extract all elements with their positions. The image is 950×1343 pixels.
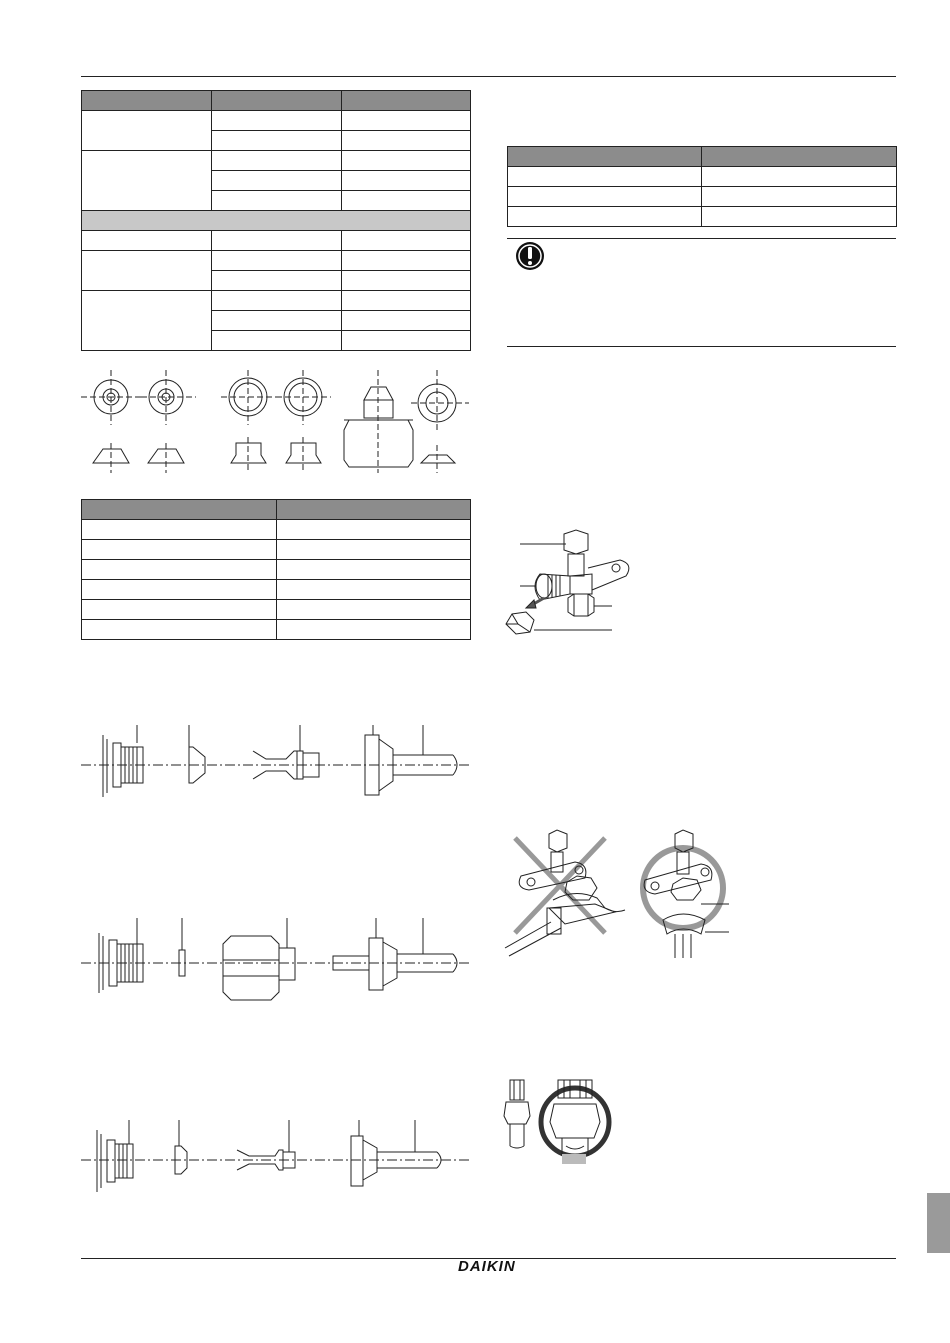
exclamation-icon bbox=[515, 241, 545, 271]
pipe-assembly-diagram-1 bbox=[81, 725, 481, 805]
table-row bbox=[82, 520, 471, 540]
pipe-assembly-diagram-3 bbox=[81, 1120, 481, 1200]
header-rule bbox=[81, 76, 896, 77]
pipe-assembly-diagram-2 bbox=[81, 918, 481, 998]
notice-bottom-rule bbox=[507, 346, 896, 347]
table-row bbox=[82, 560, 471, 580]
table-row bbox=[508, 187, 897, 207]
left-table-2 bbox=[81, 499, 471, 640]
table-row bbox=[82, 111, 471, 131]
table-band-row bbox=[82, 211, 471, 231]
table-header-row bbox=[82, 500, 471, 520]
side-tab bbox=[927, 1193, 950, 1253]
table-row bbox=[82, 291, 471, 311]
stop-valve-diagram bbox=[500, 528, 630, 643]
table-header-row bbox=[82, 91, 471, 111]
nut-label-box bbox=[562, 1154, 586, 1164]
left-table-1 bbox=[81, 90, 471, 351]
wrench-usage-diagram bbox=[505, 828, 745, 958]
table-row bbox=[508, 207, 897, 227]
table-row bbox=[82, 620, 471, 640]
table-row bbox=[82, 540, 471, 560]
daikin-logo: DAIKIN bbox=[458, 1258, 516, 1275]
table-row bbox=[82, 151, 471, 171]
table-row bbox=[82, 580, 471, 600]
table-row bbox=[82, 600, 471, 620]
table-row bbox=[508, 167, 897, 187]
notice-top-rule bbox=[507, 238, 896, 239]
right-table bbox=[507, 146, 897, 227]
table-header-row bbox=[508, 147, 897, 167]
table-row bbox=[82, 251, 471, 271]
flare-nut-diagram bbox=[500, 1076, 610, 1166]
table-row bbox=[82, 231, 471, 251]
flare-parts-diagram bbox=[81, 365, 481, 475]
